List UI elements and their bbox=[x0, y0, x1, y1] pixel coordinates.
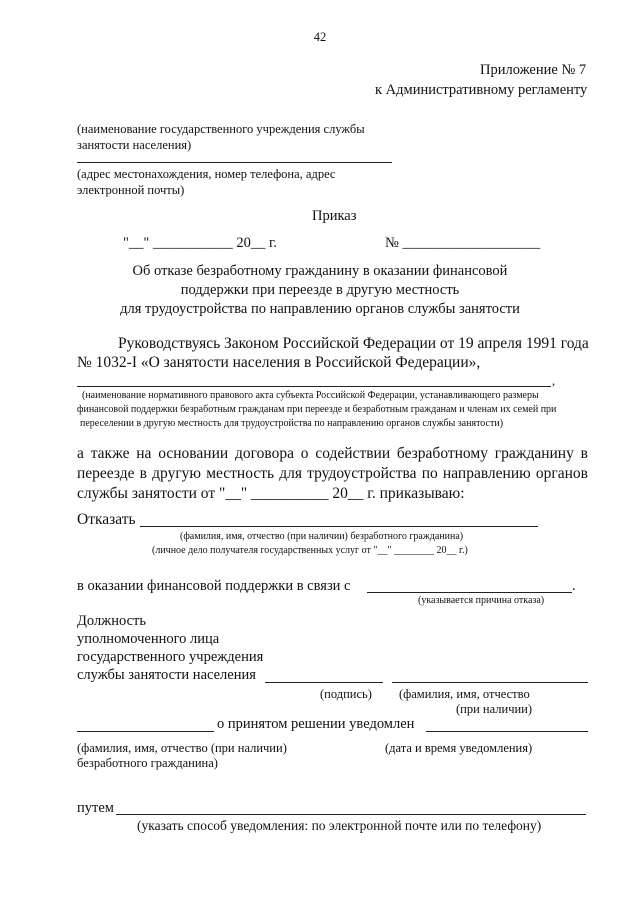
basis-line-2: № 1032-I «О занятости населения в Российской Федерации», bbox=[77, 354, 481, 371]
subject-line-2: поддержки при переезде в другую местность bbox=[180, 282, 460, 298]
contract-line-1: а также на основании договора о содействии безработному гражданину в bbox=[77, 445, 588, 462]
regional-act-note-2: финансовой поддержки безработным гражданам при переезде и безработным гражданам и членам их семей при bbox=[77, 404, 557, 415]
citizen-name-line bbox=[140, 526, 538, 527]
signature-note: (подпись) bbox=[320, 687, 372, 701]
citizen-name-note: (фамилия, имя, отчество (при наличии) безработного гражданина) bbox=[180, 531, 464, 542]
signatory-fio-line bbox=[392, 682, 588, 683]
institution-name-note-2: занятости населения) bbox=[77, 138, 192, 152]
notified-datetime-line bbox=[426, 731, 588, 732]
reason-line bbox=[367, 592, 572, 593]
regional-act-note-1: (наименование нормативного правового акта субъекта Российской Федерации, устанавливающего размеры bbox=[82, 390, 539, 401]
contract-line-2: переезде в другую местность для трудоустройства по направлению органов bbox=[77, 465, 588, 482]
regulation-subtitle: к Административному регламенту bbox=[375, 82, 588, 98]
signatory-line-4: службы занятости населения bbox=[77, 667, 256, 683]
order-number: № ___________________ bbox=[385, 235, 541, 251]
appendix-title: Приложение № 7 bbox=[480, 62, 587, 78]
signatory-line-3: государственного учреждения bbox=[77, 649, 264, 665]
institution-address-line bbox=[77, 162, 392, 163]
regional-act-line bbox=[77, 386, 551, 387]
notified-fio-line bbox=[77, 731, 214, 732]
notified-fio-note-1: (фамилия, имя, отчество (при наличии) bbox=[77, 741, 287, 755]
refuse-label: Отказать bbox=[77, 511, 136, 528]
method-line bbox=[116, 814, 586, 815]
notified-datetime-note: (дата и время уведомления) bbox=[385, 741, 533, 755]
contract-line-3: службы занятости от "__" __________ 20__ г. приказываю: bbox=[77, 485, 465, 502]
order-date: "__" ___________ 20__ г. bbox=[123, 235, 277, 251]
method-label: путем bbox=[77, 800, 114, 816]
order-title: Приказ bbox=[312, 208, 357, 224]
institution-name-note-1: (наименование государственного учреждения службы bbox=[77, 122, 365, 136]
signatory-fio-note-2: (при наличии) bbox=[456, 702, 533, 716]
method-note: (указать способ уведомления: по электронной почте или по телефону) bbox=[137, 818, 542, 833]
page-number: 42 bbox=[313, 30, 327, 44]
reason-end: . bbox=[572, 578, 576, 594]
notified-text: о принятом решении уведомлен bbox=[217, 716, 415, 732]
notified-fio-note-2: безработного гражданина) bbox=[77, 756, 218, 770]
institution-address-note-1: (адрес местонахождения, номер телефона, адрес bbox=[77, 167, 336, 181]
basis-line-3-end: , bbox=[552, 374, 556, 388]
signatory-fio-note-1: (фамилия, имя, отчество bbox=[399, 687, 530, 701]
personal-file-note: (личное дело получателя государственных услуг от "__" ________ 20__ г.) bbox=[152, 545, 468, 556]
reason-label: в оказании финансовой поддержки в связи с bbox=[77, 578, 351, 594]
subject-line-1: Об отказе безработному гражданину в оказании финансовой bbox=[132, 263, 508, 279]
subject-line-3: для трудоустройства по направлению органов службы занятости bbox=[120, 301, 520, 317]
regional-act-note-3: переселении в другую местность для трудоустройства по направлению органов службы занятости) bbox=[80, 418, 504, 429]
reason-note: (указывается причина отказа) bbox=[418, 595, 545, 606]
signatory-line-1: Должность bbox=[77, 613, 146, 629]
signatory-line-2: уполномоченного лица bbox=[77, 631, 220, 647]
basis-line-1: Руководствуясь Законом Российской Федерации от 19 апреля 1991 года bbox=[118, 335, 589, 352]
institution-address-note-2: электронной почты) bbox=[77, 183, 185, 197]
signature-line bbox=[265, 682, 383, 683]
